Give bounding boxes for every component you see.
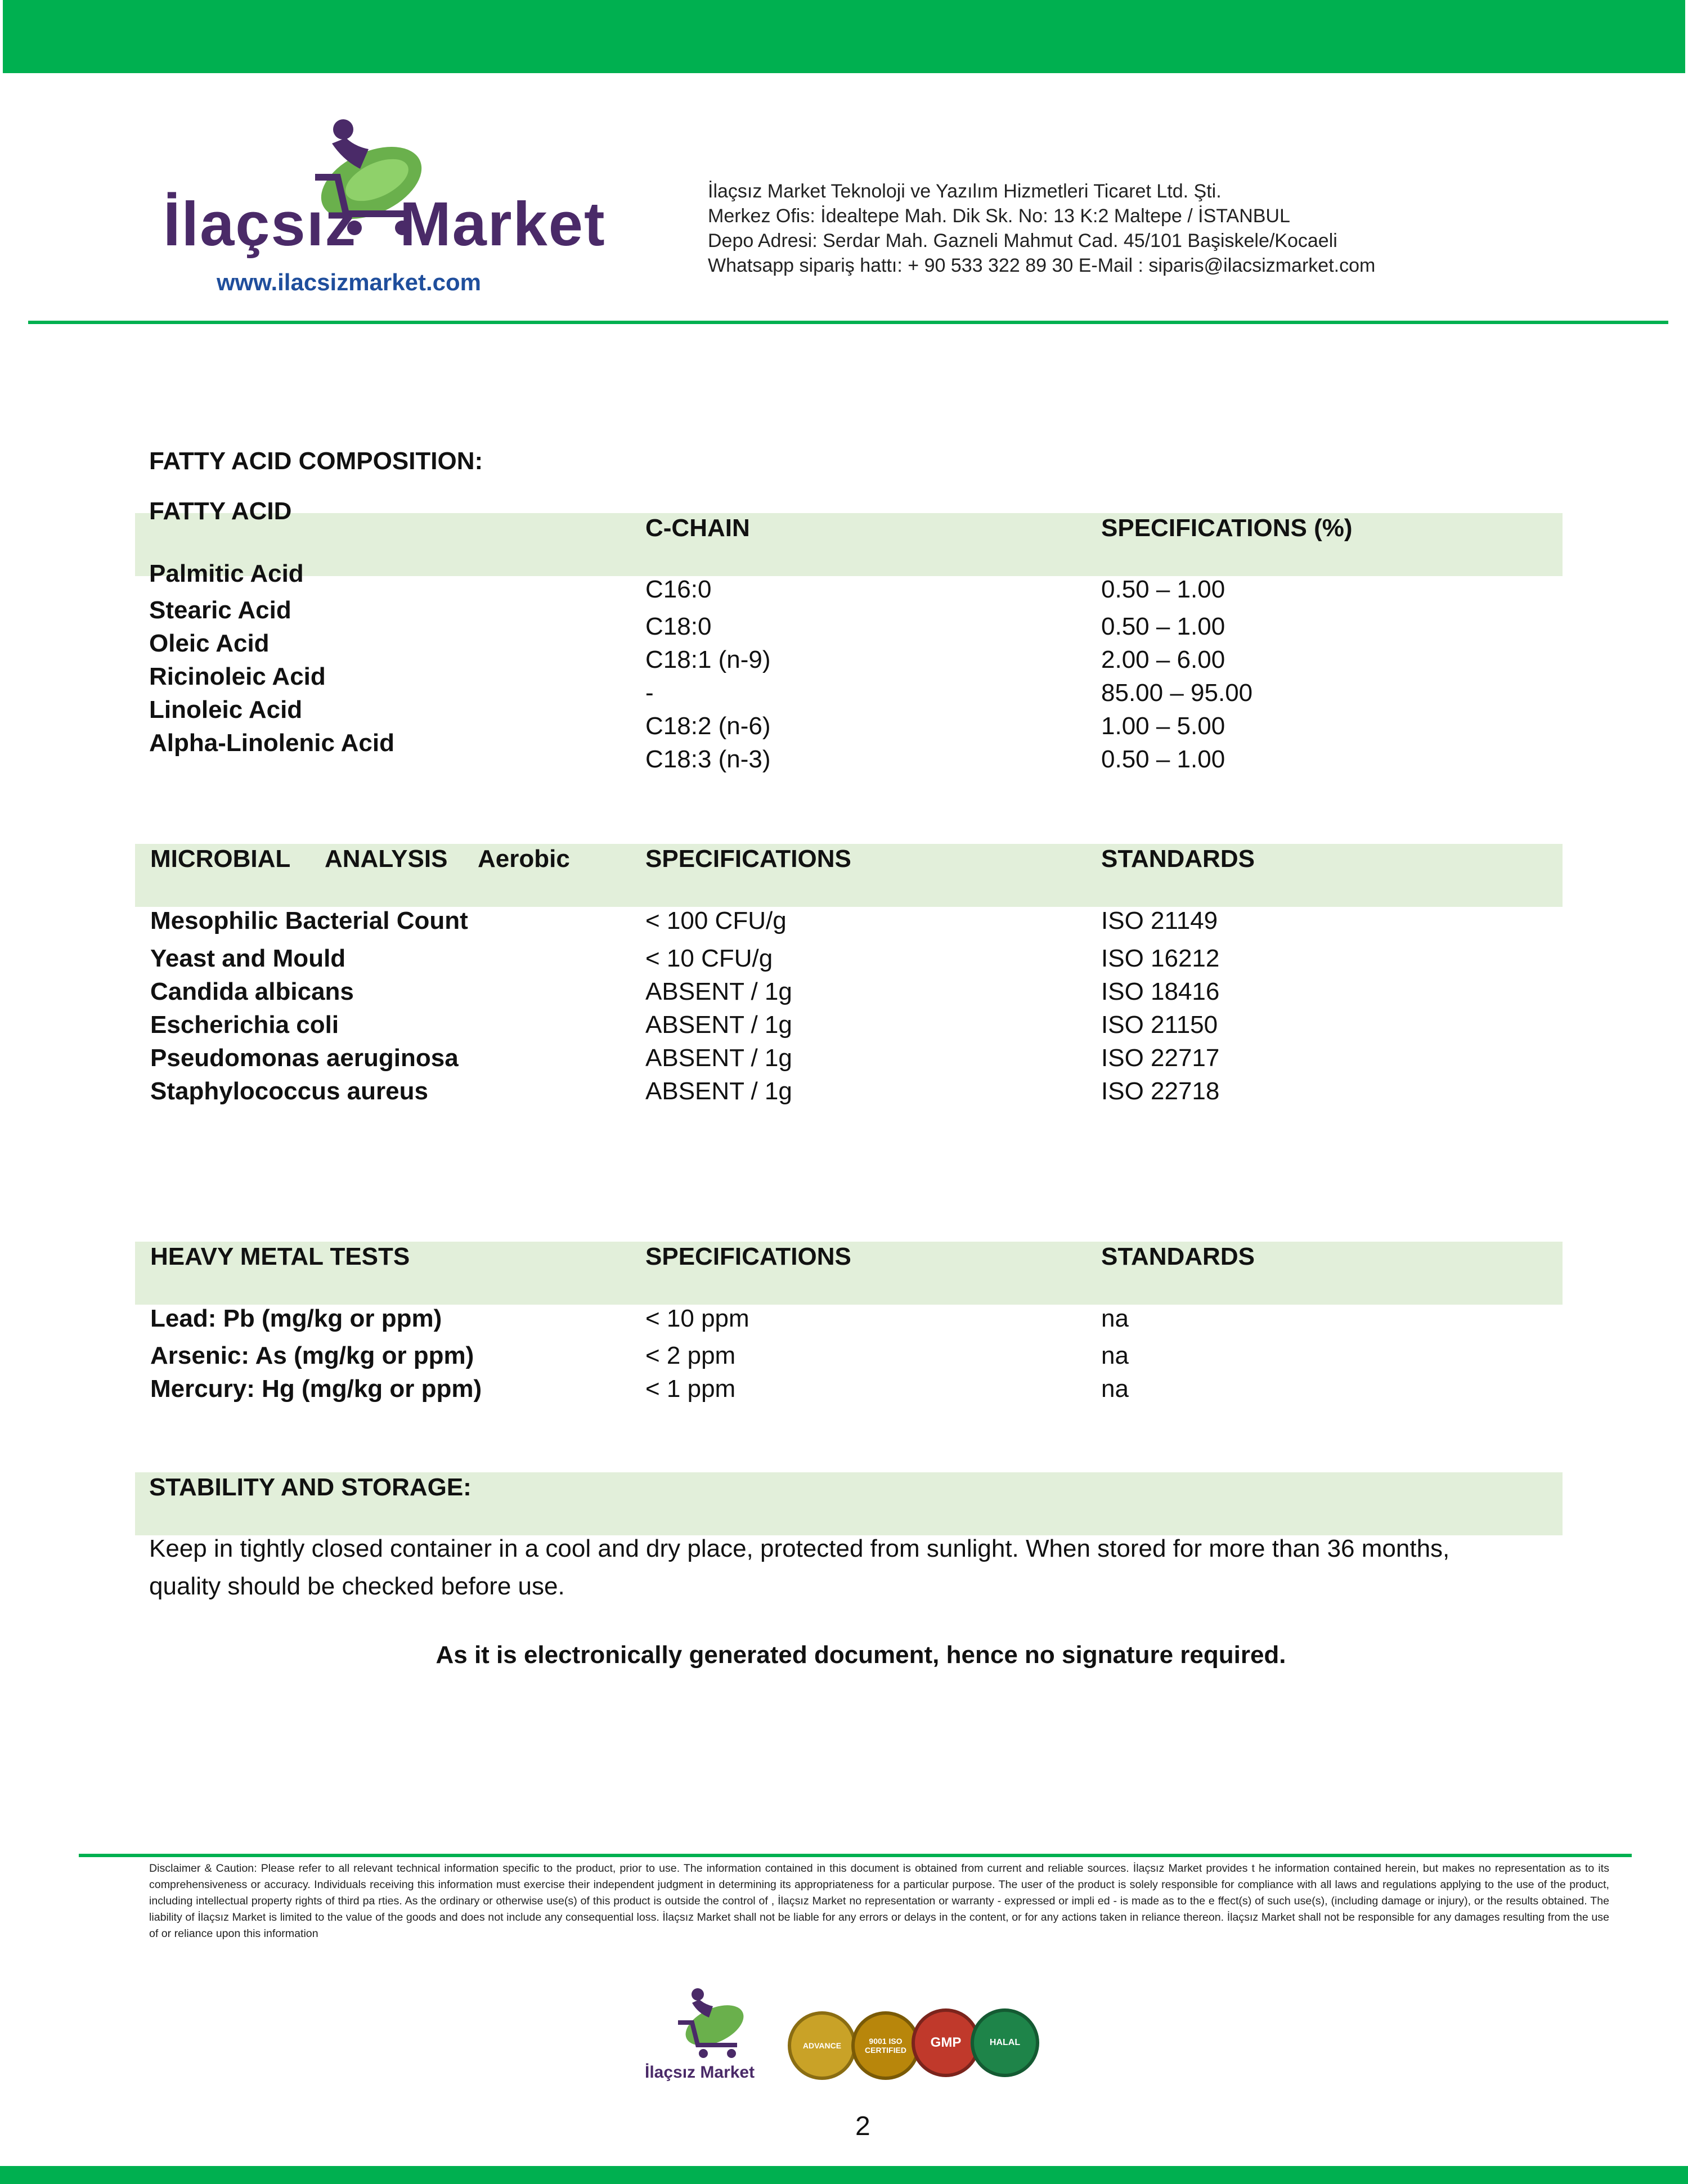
bottom-color-bar xyxy=(0,2166,1688,2184)
micro-row-spec: ABSENT / 1g xyxy=(645,1077,792,1105)
fatty-col-chain-header: C-CHAIN xyxy=(645,514,750,542)
header-divider xyxy=(28,321,1668,324)
gmp-badge: GMP xyxy=(912,2008,980,2077)
fatty-row-name: Ricinoleic Acid xyxy=(149,663,326,690)
micro-col-spec-header: SPECIFICATIONS xyxy=(645,845,851,873)
company-name: İlaçsız Market Teknoloji ve Yazılım Hizmetleri Ticaret Ltd. Şti. xyxy=(708,181,1222,202)
office-address: Merkez Ofis: İdealtepe Mah. Dik Sk. No: 13 K:2 Maltepe / İSTANBUL xyxy=(708,205,1290,227)
micro-row-std: ISO 21149 xyxy=(1101,907,1218,934)
metal-row-std: na xyxy=(1101,1305,1129,1332)
fatty-row-spec: 0.50 – 1.00 xyxy=(1101,613,1225,640)
micro-row-std: ISO 16212 xyxy=(1101,945,1220,972)
page-number: 2 xyxy=(855,2111,870,2141)
micro-row-std: ISO 22717 xyxy=(1101,1044,1220,1072)
fatty-row-spec: 2.00 – 6.00 xyxy=(1101,646,1225,673)
no-signature-notice: As it is electronically generated document, hence no signature required. xyxy=(436,1641,1286,1669)
fatty-acid-title: FATTY ACID COMPOSITION: xyxy=(149,447,483,475)
micro-row-name: Staphylococcus aureus xyxy=(150,1077,428,1105)
micro-row-name: Mesophilic Bacterial Count xyxy=(150,907,468,934)
fatty-row-chain: C18:3 (n-3) xyxy=(645,745,771,773)
metal-row-spec: < 2 ppm xyxy=(645,1342,736,1369)
micro-row-spec: ABSENT / 1g xyxy=(645,1044,792,1072)
micro-header-word3: Aerobic xyxy=(478,845,570,873)
top-color-bar xyxy=(3,0,1685,73)
fatty-row-spec: 0.50 – 1.00 xyxy=(1101,576,1225,603)
fatty-row-chain: C18:1 (n-9) xyxy=(645,646,771,673)
fatty-row-chain: C16:0 xyxy=(645,576,712,603)
metal-row-name: Lead: Pb (mg/kg or ppm) xyxy=(150,1305,442,1332)
micro-header-word2: ANALYSIS xyxy=(325,845,448,873)
logo-text-left: İlaçsız xyxy=(163,190,357,259)
company-info xyxy=(708,179,1375,278)
fatty-row-spec: 1.00 – 5.00 xyxy=(1101,712,1225,740)
metal-col-spec-header: SPECIFICATIONS xyxy=(645,1243,851,1270)
footer-divider xyxy=(79,1854,1632,1857)
contact-line: Whatsapp sipariş hattı: + 90 533 322 89 30 E-Mail : siparis@ilacsizmarket.com xyxy=(708,255,1376,276)
fatty-row-spec: 85.00 – 95.00 xyxy=(1101,679,1253,707)
fatty-row-chain: - xyxy=(645,679,654,707)
metal-row-std: na xyxy=(1101,1342,1129,1369)
micro-header-word1: MICROBIAL xyxy=(150,845,291,873)
metal-row-name: Mercury: Hg (mg/kg or ppm) xyxy=(150,1375,482,1403)
micro-row-spec: < 100 CFU/g xyxy=(645,907,787,934)
micro-row-name: Pseudomonas aeruginosa xyxy=(150,1044,459,1072)
footer-logo xyxy=(647,1986,788,2093)
storage-text-line1: Keep in tightly closed container in a cool and dry place, protected from sunlight. When stored for more than 36 months, xyxy=(149,1535,1450,1562)
iso-9001-badge: 9001 ISO CERTIFIED xyxy=(851,2011,920,2080)
metal-col-std-header: STANDARDS xyxy=(1101,1243,1255,1270)
disclaimer-text: Disclaimer & Caution: Please refer to all relevant technical information specific to the product, prior to use. The information contained in this document is obtained from current and reliable sources. İlaçsız Market provides t he information contained herein, but makes no representation as to its comprehensiveness or accuracy. Individuals receiving this information must exercise their independent judgment in determining its appropriateness for a particular purpose. The user of the product is solely responsible for compliance with all laws and regulations applying to the use of the product, including intellectual property rights of third pa rties. As the ordinary or otherwise use(s) of this product is outside the control of , İlaçsız Market no representation or warranty - expressed or impli ed - is made as to the e ffect(s) of such use(s), (including damage or injury), or the results obtained. The liability of İlaçsız Market is limited to the value of the goods and does not include any consequential loss. İlaçsız Market shall not be liable for any errors or delays in the content, or for any actions taken in reliance thereon. İlaçsız Market shall not be responsible for any damages resulting from the use of or reliance upon this information xyxy=(149,1862,1609,1940)
micro-row-std: ISO 21150 xyxy=(1101,1011,1218,1039)
shopping-cart-leaf-icon xyxy=(667,1986,751,2059)
fatty-col-spec-header: SPECIFICATIONS (%) xyxy=(1101,514,1353,542)
logo-text-right: Market xyxy=(399,190,606,259)
micro-row-spec: ABSENT / 1g xyxy=(645,978,792,1005)
storage-title: STABILITY AND STORAGE: xyxy=(149,1473,472,1501)
metal-row-name: Arsenic: As (mg/kg or ppm) xyxy=(150,1342,474,1369)
micro-row-std: ISO 18416 xyxy=(1101,978,1220,1005)
micro-row-name: Escherichia coli xyxy=(150,1011,339,1039)
metal-row-spec: < 10 ppm xyxy=(645,1305,749,1332)
micro-row-spec: < 10 CFU/g xyxy=(645,945,773,972)
storage-text-line2: quality should be checked before use. xyxy=(149,1572,565,1600)
micro-col-std-header: STANDARDS xyxy=(1101,845,1255,873)
fatty-row-name: Palmitic Acid xyxy=(149,560,304,587)
micro-row-spec: ABSENT / 1g xyxy=(645,1011,792,1039)
micro-row-std: ISO 22718 xyxy=(1101,1077,1220,1105)
fatty-row-name: Alpha-Linolenic Acid xyxy=(149,729,394,757)
metal-col-name-header: HEAVY METAL TESTS xyxy=(150,1243,410,1270)
micro-row-name: Yeast and Mould xyxy=(150,945,346,972)
footer-logo-text: İlaçsız Market xyxy=(645,2063,755,2082)
website-link[interactable]: www.ilacsizmarket.com xyxy=(217,269,481,295)
advance-badge: ADVANCE xyxy=(788,2011,856,2080)
fatty-row-name: Oleic Acid xyxy=(149,630,270,657)
fatty-row-name: Linoleic Acid xyxy=(149,696,303,723)
fatty-row-chain: C18:0 xyxy=(645,613,712,640)
metal-row-spec: < 1 ppm xyxy=(645,1375,736,1403)
fatty-row-spec: 0.50 – 1.00 xyxy=(1101,745,1225,773)
fatty-col-name-header: FATTY ACID xyxy=(149,497,292,525)
metal-row-std: na xyxy=(1101,1375,1129,1403)
fatty-row-chain: C18:2 (n-6) xyxy=(645,712,771,740)
warehouse-address: Depo Adresi: Serdar Mah. Gazneli Mahmut Cad. 45/101 Başiskele/Kocaeli xyxy=(708,230,1337,251)
micro-row-name: Candida albicans xyxy=(150,978,354,1005)
halal-badge: HALAL xyxy=(971,2008,1039,2077)
fatty-row-name: Stearic Acid xyxy=(149,596,291,624)
